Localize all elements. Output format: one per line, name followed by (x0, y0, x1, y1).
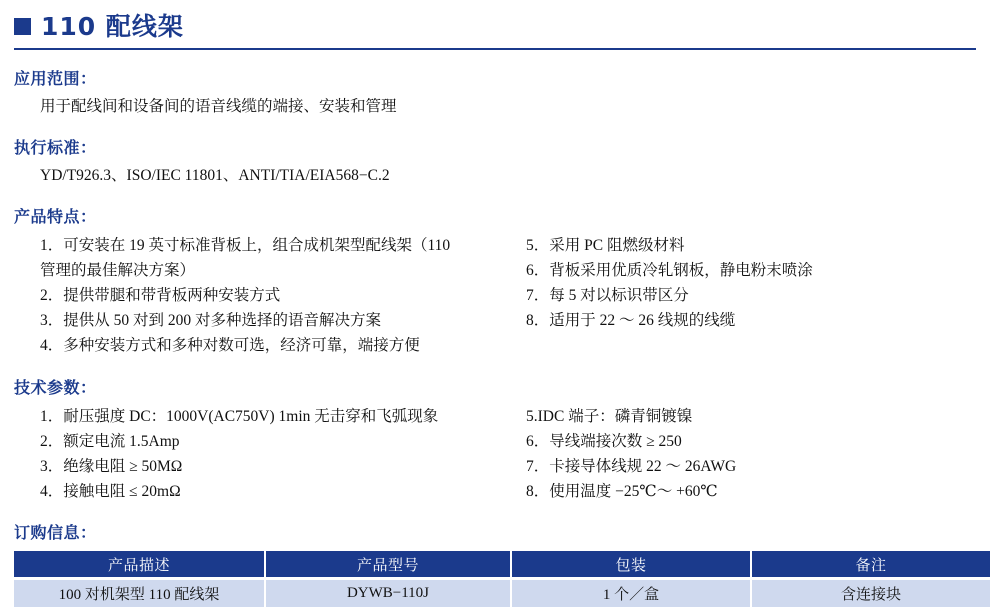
list-item: 7．卡接导体线规 22 ～ 26AWG (526, 457, 737, 475)
column-header-description: 产品描述 (14, 551, 265, 577)
list-item: 管理的最佳解决方案） (40, 262, 196, 280)
section-heading-ordering: 订购信息： (14, 523, 97, 543)
application-text: 用于配线间和设备间的语音线缆的端接、安装和管理 (40, 98, 397, 115)
list-item: 4．接触电阻 ≤ 20mΩ (40, 482, 181, 500)
standards-text: YD/T926.3、ISO/IEC 11801、ANTI/TIA/EIA568−C.2 (40, 167, 390, 185)
list-item: 5.IDC 端子：磷青铜镀镍 (526, 407, 693, 425)
specs-columns (26, 404, 976, 504)
section-heading-standards: 执行标准： (14, 138, 97, 158)
list-item: 8．适用于 22 ～ 26 线规的线缆 (526, 312, 736, 330)
cell-packaging: 1 个／盒 (511, 580, 751, 607)
column-header-remark: 备注 (751, 551, 990, 577)
section-heading-features: 产品特点： (14, 207, 97, 227)
list-item: 1．耐压强度 DC：1000V(AC750V) 1min 无击穿和飞弧现象 (40, 407, 439, 425)
specs-left-column (26, 404, 518, 504)
list-item: 2．提供带腿和带背板两种安装方式 (40, 287, 281, 305)
list-item: 6．背板采用优质冷轧钢板，静电粉末喷涂 (526, 262, 813, 280)
table-header-row (14, 551, 990, 577)
list-item: 3．提供从 50 对到 200 对多种选择的语音解决方案 (40, 312, 382, 330)
page-title: 110 配线架 (41, 12, 184, 41)
cell-remark: 含连接块 (751, 580, 990, 607)
list-item: 4．多种安装方式和多种对数可选，经济可靠，端接方便 (40, 337, 420, 355)
list-item: 1．可安装在 19 英寸标准背板上，组合成机架型配线架（110 (40, 237, 451, 255)
page-title-row (0, 0, 990, 39)
specs-right-column (518, 404, 958, 504)
table-row (14, 580, 990, 607)
title-divider (14, 48, 976, 50)
features-columns (26, 233, 976, 359)
ordering-table (14, 551, 990, 607)
section-heading-specs: 技术参数： (14, 377, 97, 397)
list-item: 7．每 5 对以标识带区分 (526, 287, 689, 305)
title-bullet-icon (14, 18, 31, 35)
column-header-packaging: 包装 (511, 551, 751, 577)
list-item: 2．额定电流 1.5Amp (40, 432, 180, 450)
features-left-column (26, 233, 518, 359)
features-right-column (518, 233, 958, 359)
cell-model: DYWB−110J (265, 580, 511, 607)
cell-description: 100 对机架型 110 配线架 (14, 580, 265, 607)
column-header-model: 产品型号 (265, 551, 511, 577)
list-item: 8．使用温度 −25℃～ +60℃ (526, 482, 718, 500)
list-item: 6．导线端接次数 ≥ 250 (526, 432, 682, 450)
list-item: 5．采用 PC 阻燃级材料 (526, 237, 685, 255)
section-heading-application: 应用范围： (14, 69, 97, 88)
list-item: 3．绝缘电阻 ≥ 50MΩ (40, 457, 183, 475)
